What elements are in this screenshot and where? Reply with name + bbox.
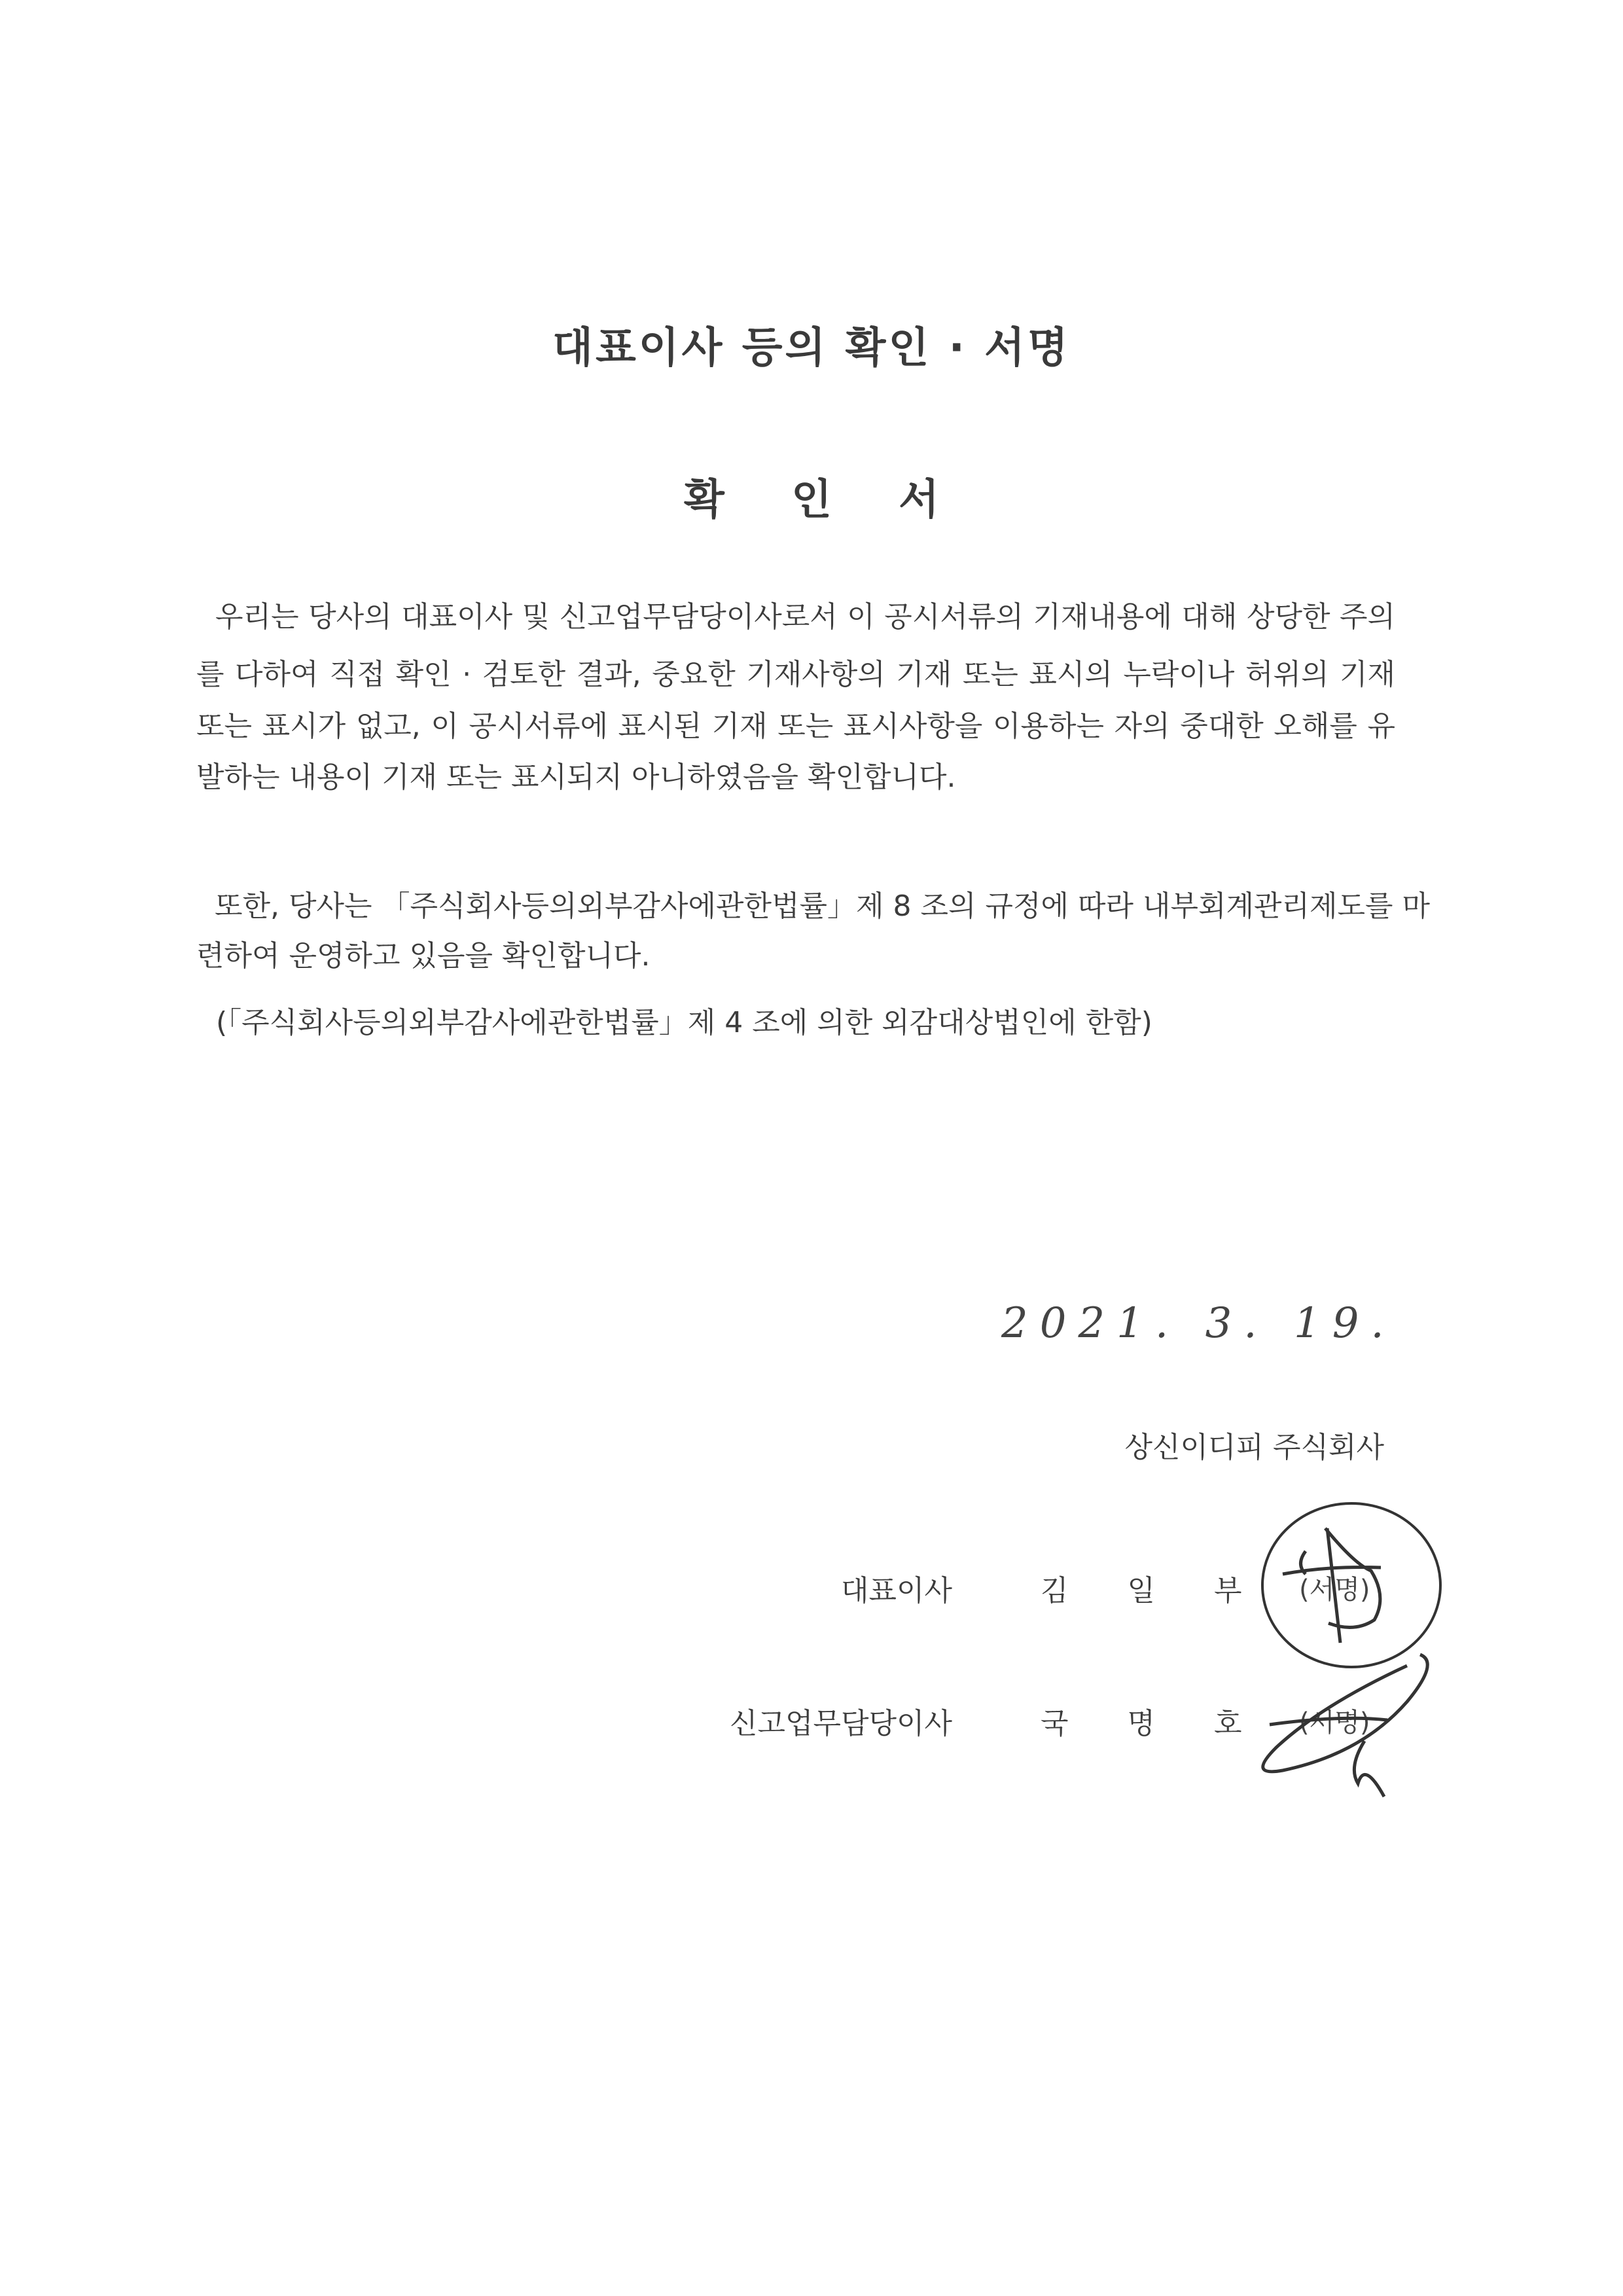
paragraph1-line: 또는 표시가 없고, 이 공시서류에 표시된 기재 또는 표시사항을 이용하는 자의 중대한 오해를 유 — [196, 709, 1395, 743]
signatory-role: 신고업무담당이사 — [729, 1707, 952, 1740]
company-name: 상신이디피 주식회사 — [1124, 1431, 1384, 1464]
signature-placeholder: (서명) — [1299, 1575, 1370, 1605]
scope-note: (「주식회사등의외부감사에관한법률」제 4 조에 의한 외감대상법인에 한함) — [216, 1006, 1152, 1039]
paragraph1-line: 를 다하여 직접 확인 · 검토한 결과, 중요한 기재사항의 기재 또는 표시의 누락이나 허위의 기재 — [196, 658, 1395, 691]
paragraph2-line: 련하여 운영하고 있음을 확인합니다. — [196, 939, 651, 973]
document-heading: 대표이사 등의 확인 · 서명 — [552, 324, 1071, 372]
signatory-name: 국 명 호 — [1041, 1707, 1267, 1740]
signatory-name: 김 일 부 — [1041, 1574, 1267, 1607]
document-subheading: 확 인 서 — [683, 476, 966, 524]
signature-placeholder: (서명) — [1299, 1708, 1370, 1738]
handwritten-date: 2021. 3. 19. — [1001, 1299, 1396, 1348]
paragraph1-line: 우리는 당사의 대표이사 및 신고업무담당이사로서 이 공시서류의 기재내용에 대해 상당한 주의 — [196, 600, 1395, 634]
signature-disclosure-officer — [1243, 1649, 1453, 1800]
paragraph1-line: 발하는 내용이 기재 또는 표시되지 아니하였음을 확인합니다. — [196, 761, 956, 794]
paragraph2-line: 또한, 당사는 「주식회사등의외부감사에관한법률」제 8 조의 규정에 따라 내부회계관리제도를 마 — [196, 889, 1430, 923]
signatory-role: 대표이사 — [840, 1574, 952, 1607]
